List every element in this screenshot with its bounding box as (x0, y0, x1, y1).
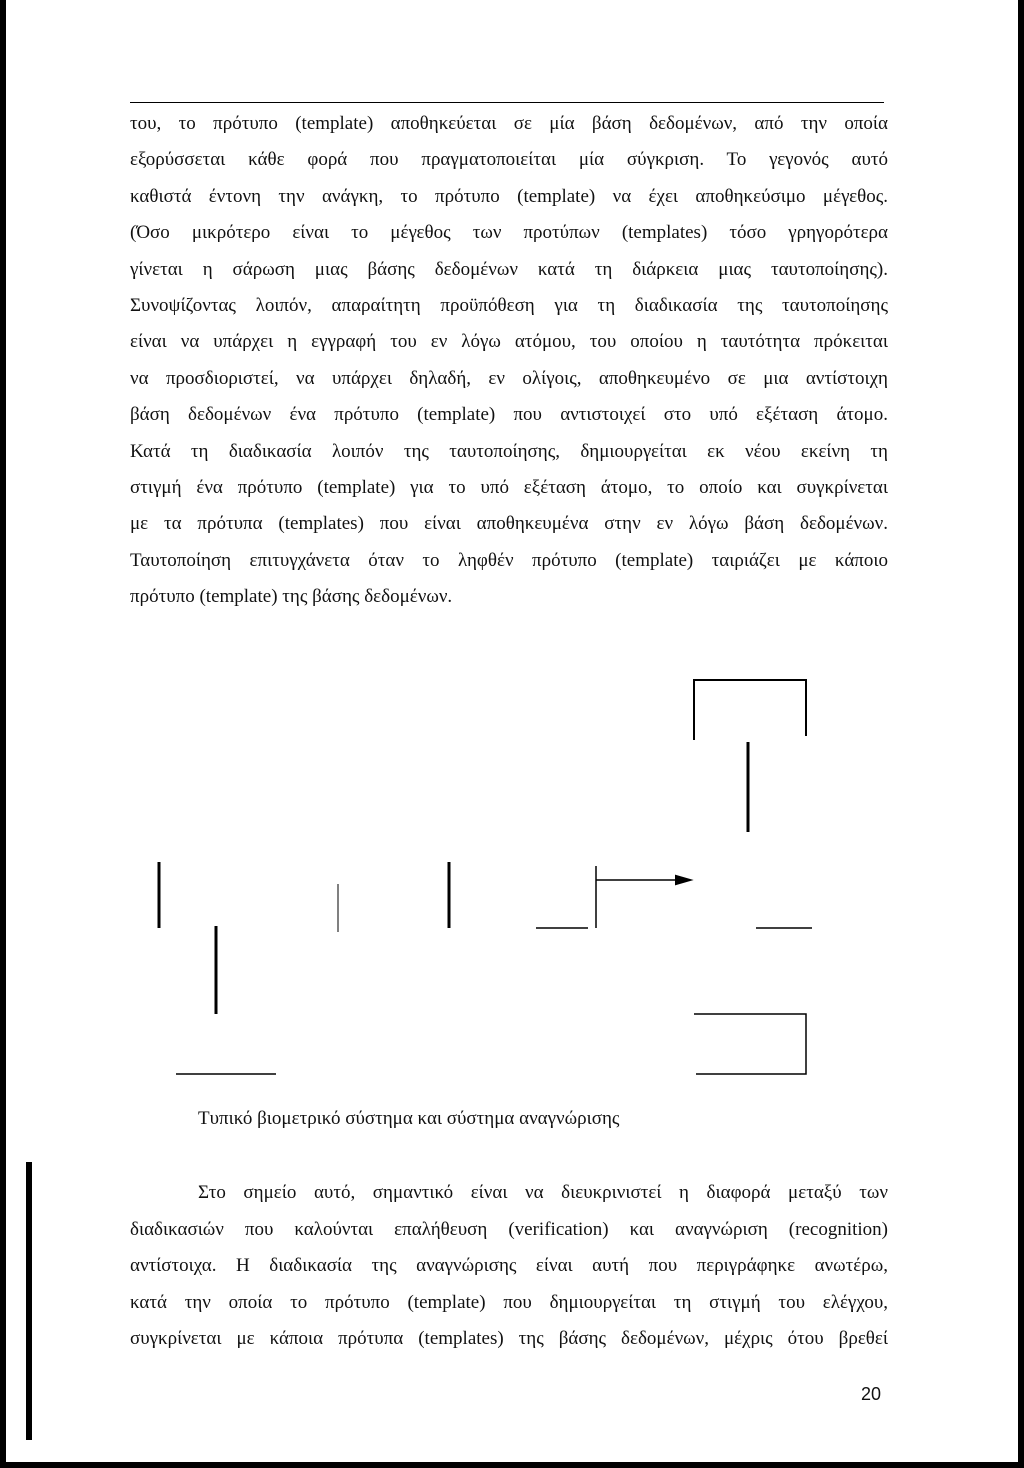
text-line: Ταυτοποίηση επιτυγχάνετα όταν το ληφθέν πρότυπο (template) ταιριάζει με κάποιο (130, 549, 888, 571)
text-line: με τα πρότυπα (templates) που είναι αποθηκευμένα στην εν λόγω βάση δεδομένων. (130, 513, 888, 535)
text-line: καθιστά έντονη την ανάγκη, το πρότυπο (template) να έχει αποθηκεύσιμο μέγεθος. (130, 185, 888, 207)
diagram-box-top (694, 680, 806, 740)
page-number: 20 (861, 1384, 882, 1404)
text-line: του, το πρότυπο (template) αποθηκεύεται σε μία βάση δεδομένων, από την οποία (130, 113, 888, 134)
diagram-box-bottom (694, 1014, 806, 1074)
text-line: στιγμή ένα πρότυπο (template) για το υπό εξέταση άτομο, το οποίο και συγκρίνεται (130, 476, 888, 498)
text-line: αντίστοιχα. Η διαδικασία της αναγνώρισης είναι αυτή που περιγράφηκε ανωτέρω, (130, 1255, 888, 1277)
paragraph-1 (130, 106, 888, 615)
text-line: Κατά τη διαδικασία λοιπόν της ταυτοποίησης, δημιουργείται εκ νέου εκείνη τη (130, 440, 888, 462)
arrow-head (676, 876, 690, 884)
paragraph-2 (130, 1175, 888, 1358)
text-line: (Όσο μικρότερο είναι το μέγεθος των προτύπων (templates) τόσο γρηγορότερα (130, 222, 888, 244)
document-page (6, 0, 1018, 1462)
text-line: είναι να υπάρχει η εγγραφή του εν λόγω ατόμου, του οποίου η ταυτότητα πρόκειται (130, 331, 888, 353)
text-line: διαδικασιών που καλούνται επαλήθευση (verification) και αναγνώριση (recognition) (130, 1218, 888, 1240)
text-line: βάση δεδομένων ένα πρότυπο (template) που αντιστοιχεί στο υπό εξέταση άτομο. (130, 404, 888, 426)
text-line: συγκρίνεται με κάποια πρότυπα (templates) της βάσης δεδομένων, μέχρις ότου βρεθεί (130, 1328, 888, 1350)
text-line: κατά την οποία το πρότυπο (template) που δημιουργείται τη στιγμή του ελέγχου, (130, 1291, 888, 1313)
figure-caption: Τυπικό βιομετρικό σύστημα και σύστημα αναγνώρισης (198, 1108, 620, 1129)
text-line: εξορύσσεται κάθε φορά που πραγματοποιείται μία σύγκριση. Το γεγονός αυτό (130, 149, 888, 171)
scan-edge-bar (26, 1162, 32, 1440)
text-line: Συνοψίζοντας λοιπόν, απαραίτητη προϋπόθεση για τη διαδικασία της ταυτοποίησης (130, 294, 888, 316)
top-rule (130, 102, 884, 103)
text-line: να προσδιοριστεί, να υπάρχει δηλαδή, εν ολίγοις, αποθηκευμένο σε μια αντίστοιχη (130, 367, 888, 389)
text-line: γίνεται η σάρωση μιας βάσης δεδομένων κατά τη διάρκεια μιας ταυτοποίησης). (130, 258, 888, 280)
text-line: πρότυπο (template) της βάσης δεδομένων. (130, 586, 453, 608)
text-line: Στο σημείο αυτό, σημαντικό είναι να διευκρινιστεί η διαφορά μεταξύ των (198, 1182, 888, 1203)
